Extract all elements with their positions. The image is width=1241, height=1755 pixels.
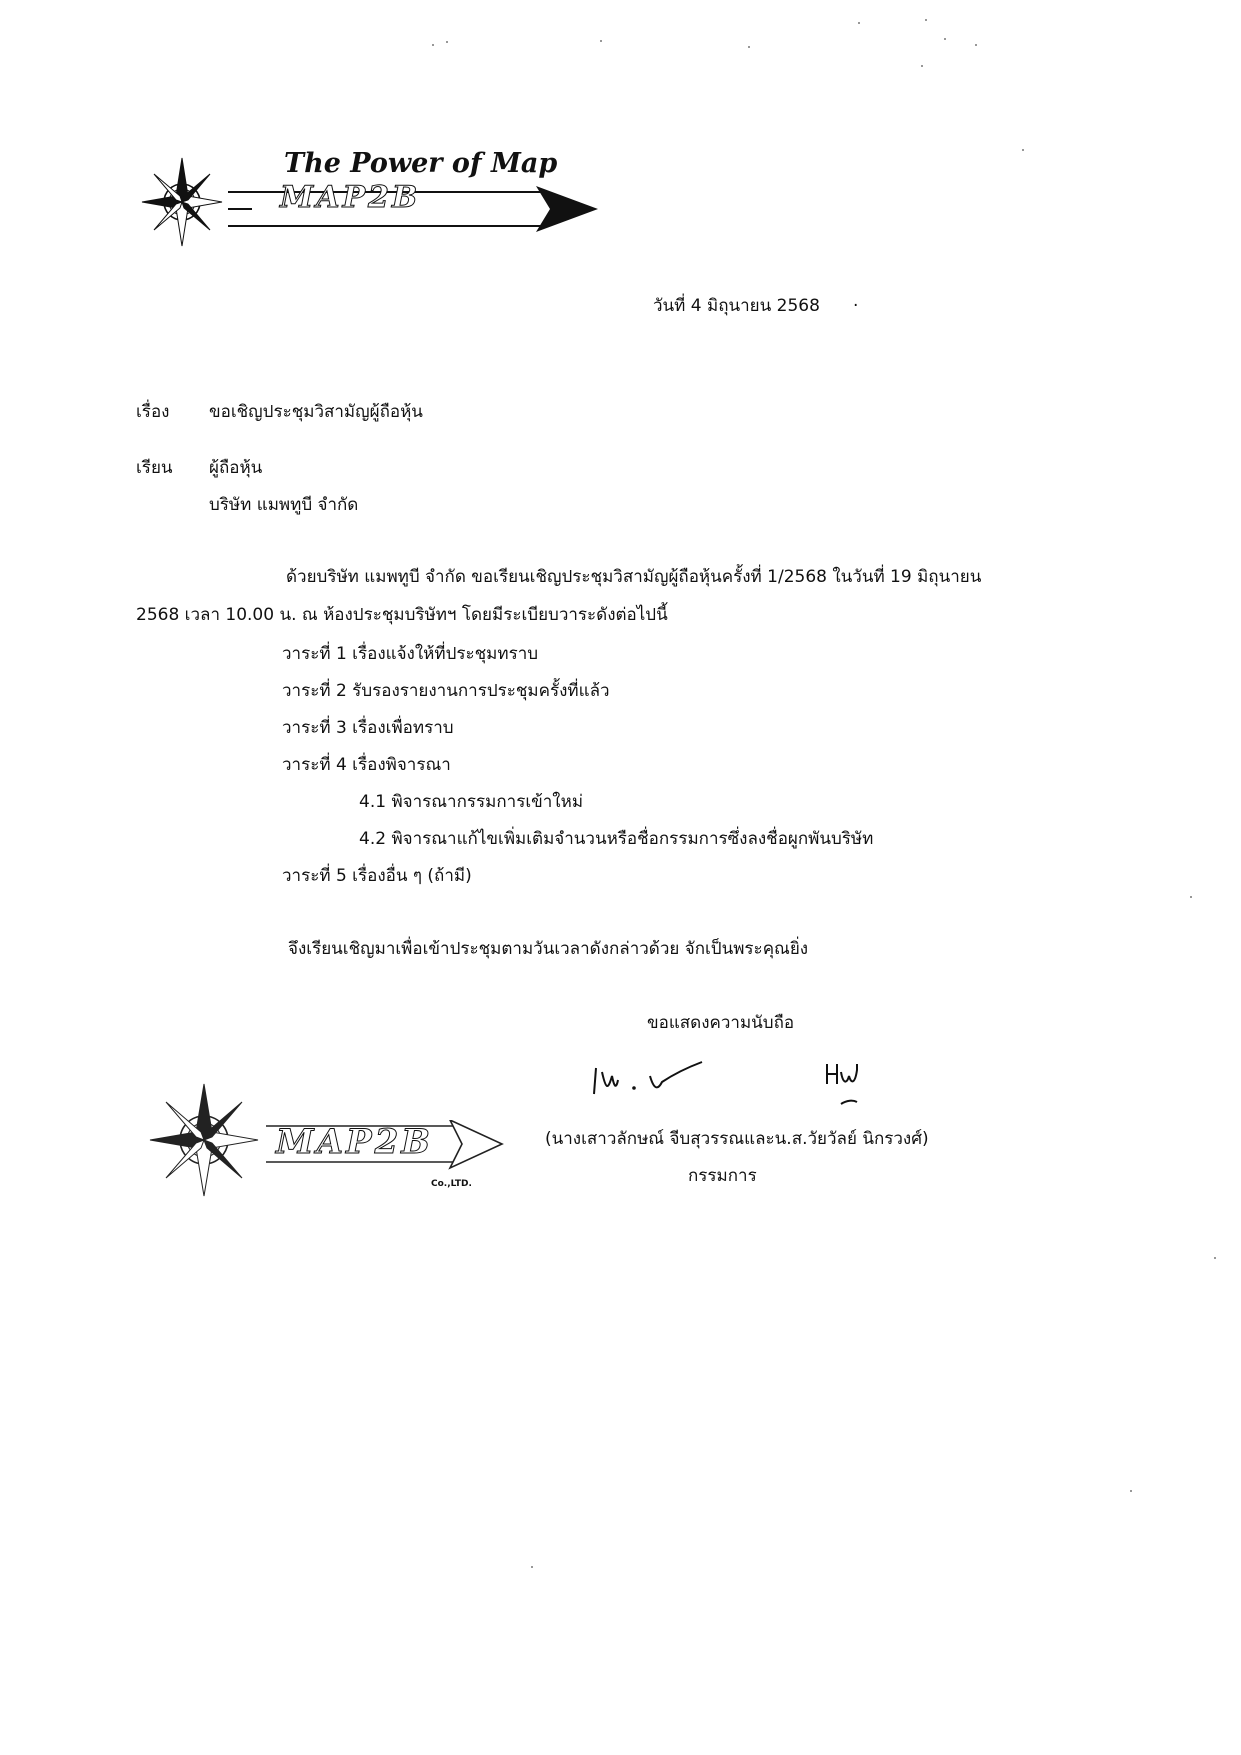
closing-sentence: จึงเรียนเชิญมาเพื่อเข้าประชุมตามวันเวลาดังกล่าวด้วย จักเป็นพระคุณยิ่ง (288, 939, 809, 959)
agenda-item: วาระที่ 5 เรื่องอื่น ๆ (ถ้ามี) (282, 866, 472, 886)
recipient-line1: ผู้ถือหุ้น (209, 458, 263, 478)
agenda-item: วาระที่ 1 เรื่องแจ้งให้ที่ประชุมทราบ (282, 644, 539, 664)
recipient-label: เรียน (136, 458, 173, 478)
agenda-subitem: 4.2 พิจารณาแก้ไขเพิ่มเติมจำนวนหรือชื่อกรรมการซึ่งลงชื่อผูกพันบริษัท (359, 829, 874, 849)
signatory-position: กรรมการ (688, 1166, 757, 1186)
agenda-subitem: 4.1 พิจารณากรรมการเข้าใหม่ (359, 792, 584, 812)
header-logo (140, 148, 600, 250)
agenda-item: วาระที่ 3 เรื่องเพื่อทราบ (282, 718, 454, 738)
logo-tagline: The Power of Map (284, 148, 558, 179)
compass-rose-icon (148, 1082, 260, 1198)
agenda-item: วาระที่ 2 รับรองรายงานการประชุมครั้งที่แล้ว (282, 681, 610, 701)
handwritten-signature-2 (823, 1060, 873, 1112)
stamp-brand: MAP2B (276, 1122, 433, 1162)
signatory-names: (นางเสาวลักษณ์ จีบสุวรรณและน.ส.วัยวัลย์ นิกรวงศ์) (545, 1129, 929, 1149)
stamp-suffix: Co.,LTD. (431, 1179, 472, 1189)
logo-brand: MAP2B (280, 180, 421, 215)
letter-date: วันที่ 4 มิถุนายน 2568 (653, 296, 820, 316)
recipient-line2: บริษัท แมพทูบี จำกัด (209, 495, 359, 515)
body-paragraph-line1: ด้วยบริษัท แมพทูบี จำกัด ขอเรียนเชิญประชุมวิสามัญผู้ถือหุ้นครั้งที่ 1/2568 ในวันที่ 19 มิถุนายน (286, 567, 982, 587)
compass-rose-icon (140, 156, 224, 248)
salutation: ขอแสดงความนับถือ (647, 1013, 795, 1033)
date-mark: · (853, 296, 859, 316)
agenda-item: วาระที่ 4 เรื่องพิจารณา (282, 755, 451, 775)
company-stamp (148, 1082, 508, 1202)
subject-label: เรื่อง (136, 402, 170, 422)
handwritten-signature-1 (588, 1060, 708, 1104)
subject-text: ขอเชิญประชุมวิสามัญผู้ถือหุ้น (209, 402, 423, 422)
body-paragraph-line2: 2568 เวลา 10.00 น. ณ ห้องประชุมบริษัทฯ โดยมีระเบียบวาระดังต่อไปนี้ (136, 605, 668, 625)
